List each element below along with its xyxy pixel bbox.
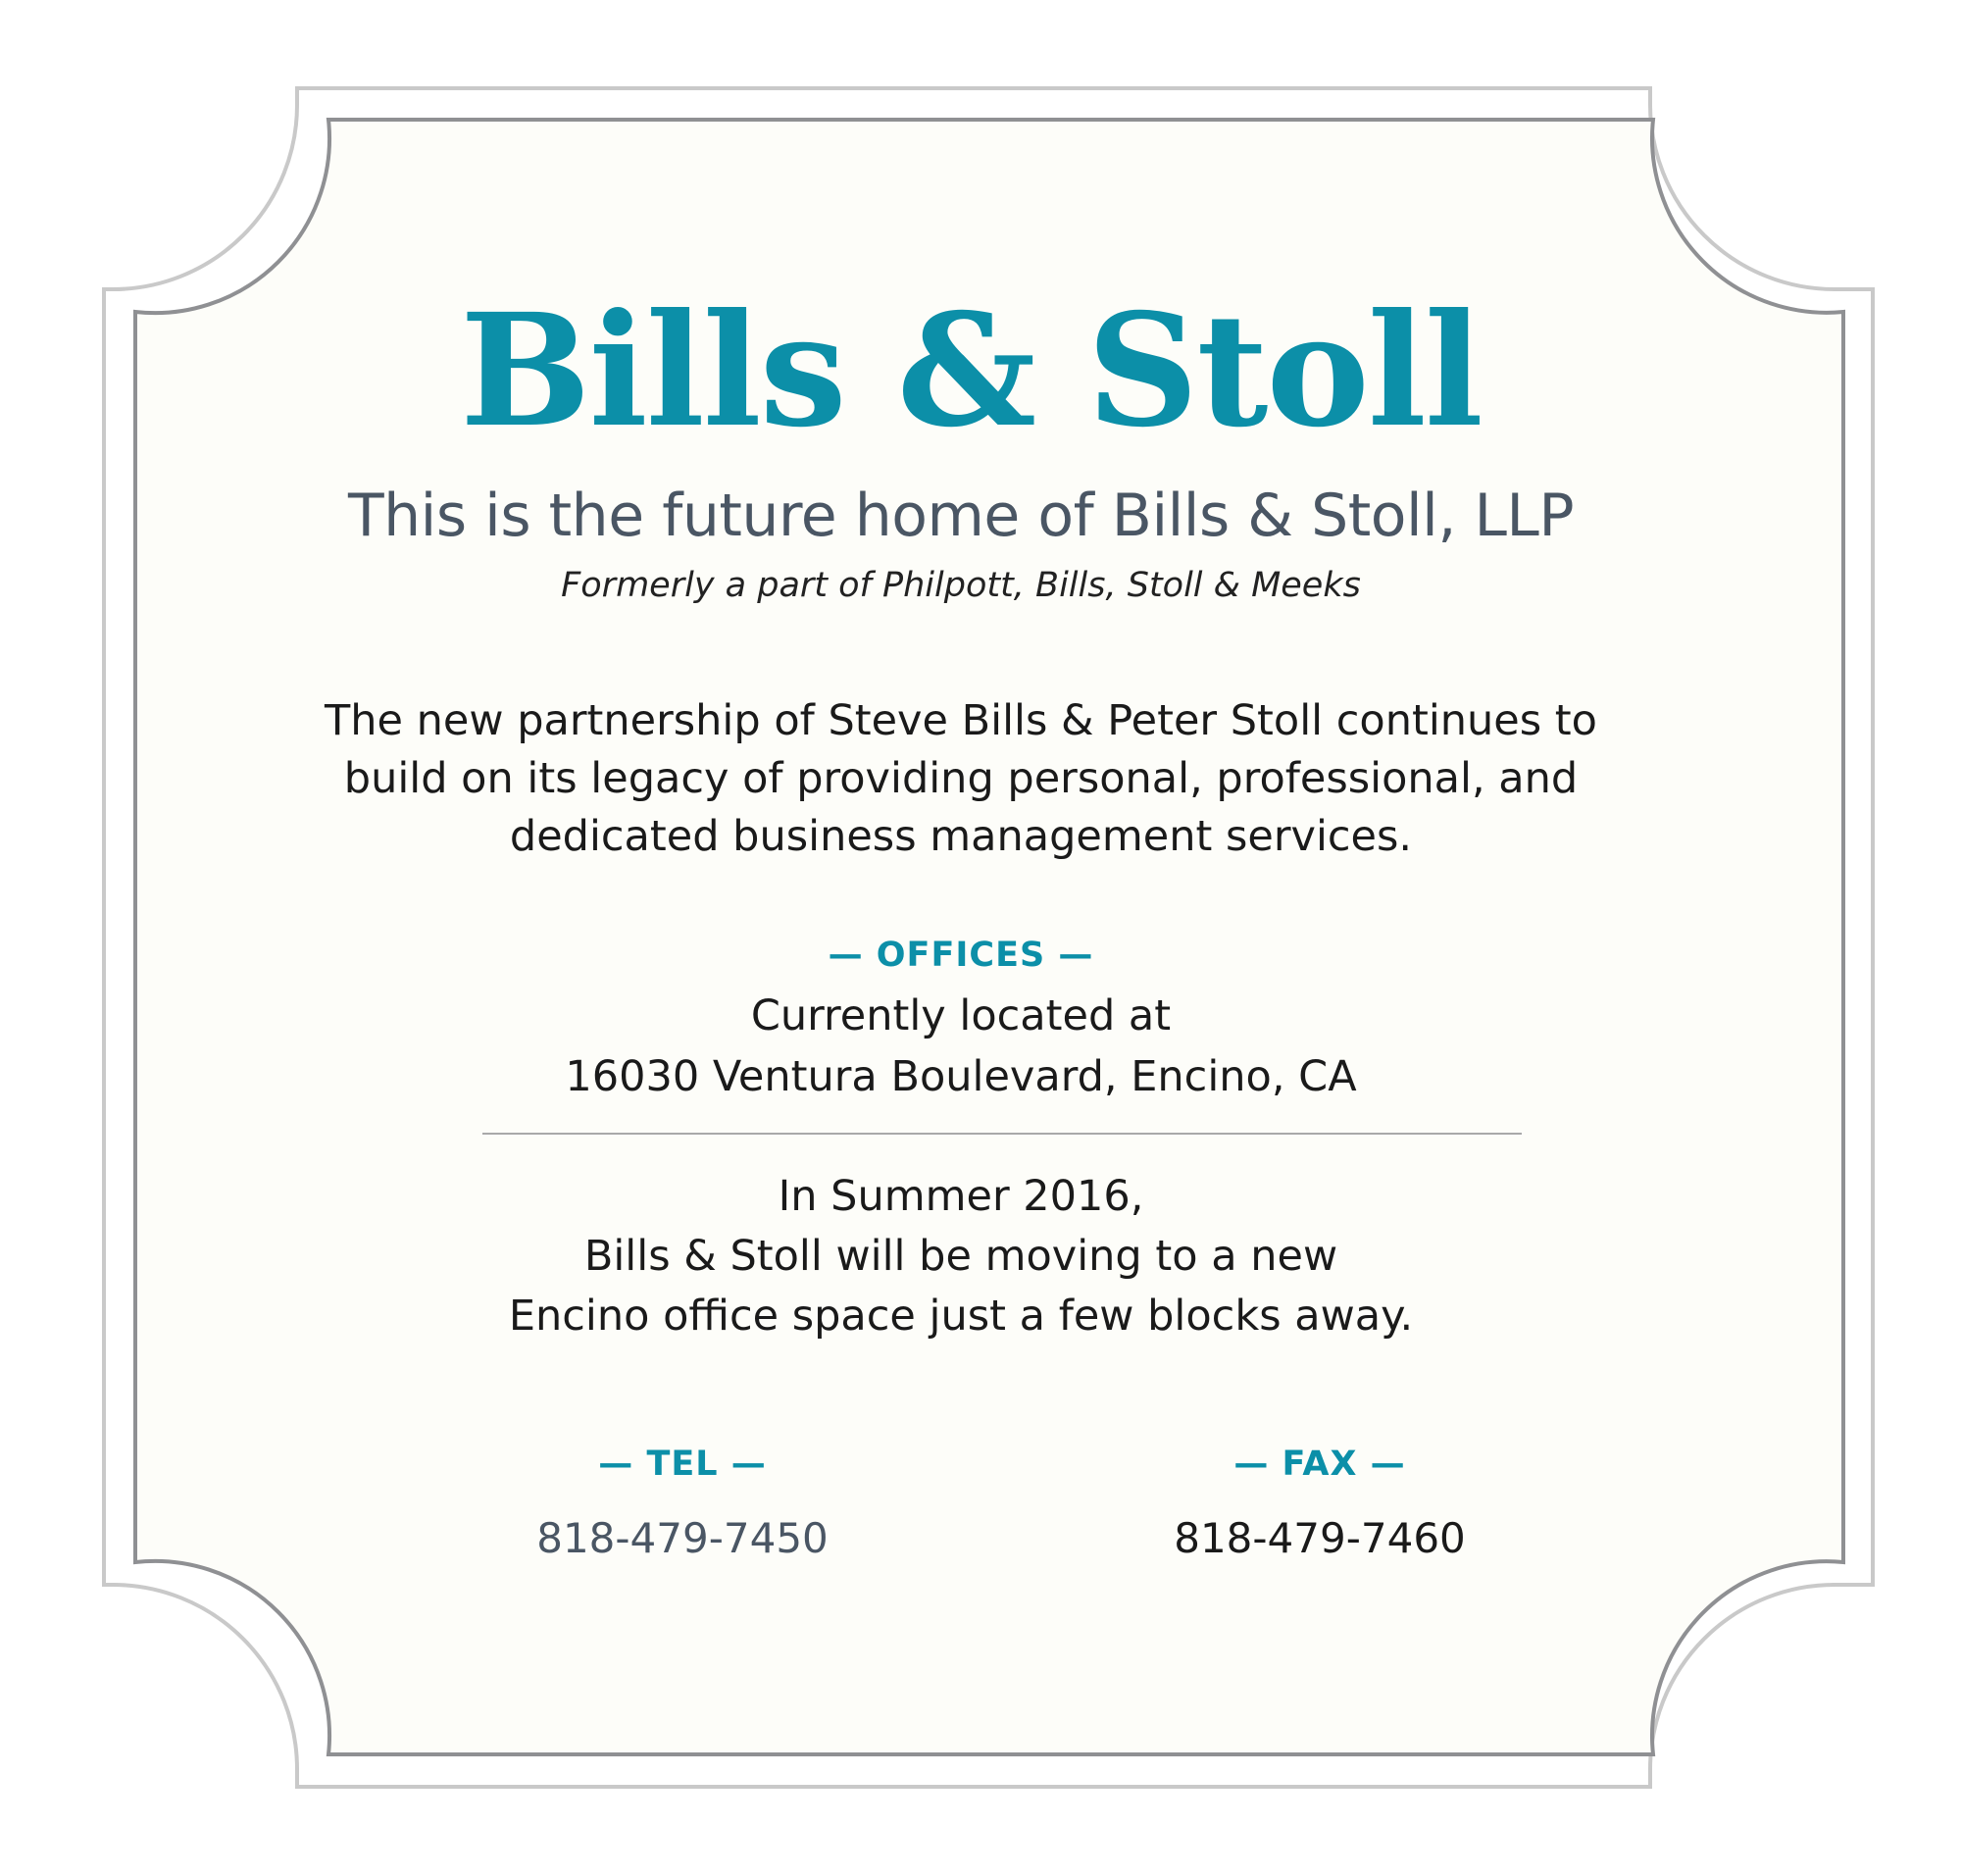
intro-line: build on its legacy of providing personal, professional, and [343,754,1579,803]
fax-label: — FAX — [1233,1445,1406,1484]
move-line: Bills & Stoll will be moving to a new [583,1232,1338,1281]
offices-line: Currently located at [750,991,1172,1040]
intro-paragraph [0,692,1941,866]
tel-number: 818-479-7450 [536,1514,829,1562]
company-title: Bills & Stoll [460,280,1482,462]
intro-line: The new partnership of Steve Bills & Peter Stoll continues to [325,696,1597,745]
offices-line: 16030 Ventura Boulevard, Encino, CA [565,1052,1357,1101]
page-subtitle: This is the future home of Bills & Stoll, LLP [347,482,1575,550]
section-divider [482,1133,1522,1135]
move-line: Encino office space just a few blocks away. [508,1292,1414,1341]
fax-number: 818-479-7460 [1174,1514,1466,1562]
formerly-note: Formerly a part of Philpott, Bills, Stoll & Meeks [561,566,1361,605]
move-line: In Summer 2016, [778,1172,1144,1221]
offices-address [0,986,1941,1107]
intro-line: dedicated business management services. [509,812,1413,861]
offices-label: — OFFICES — [828,936,1094,975]
move-notice [0,1167,1941,1346]
tel-label: — TEL — [598,1445,767,1484]
